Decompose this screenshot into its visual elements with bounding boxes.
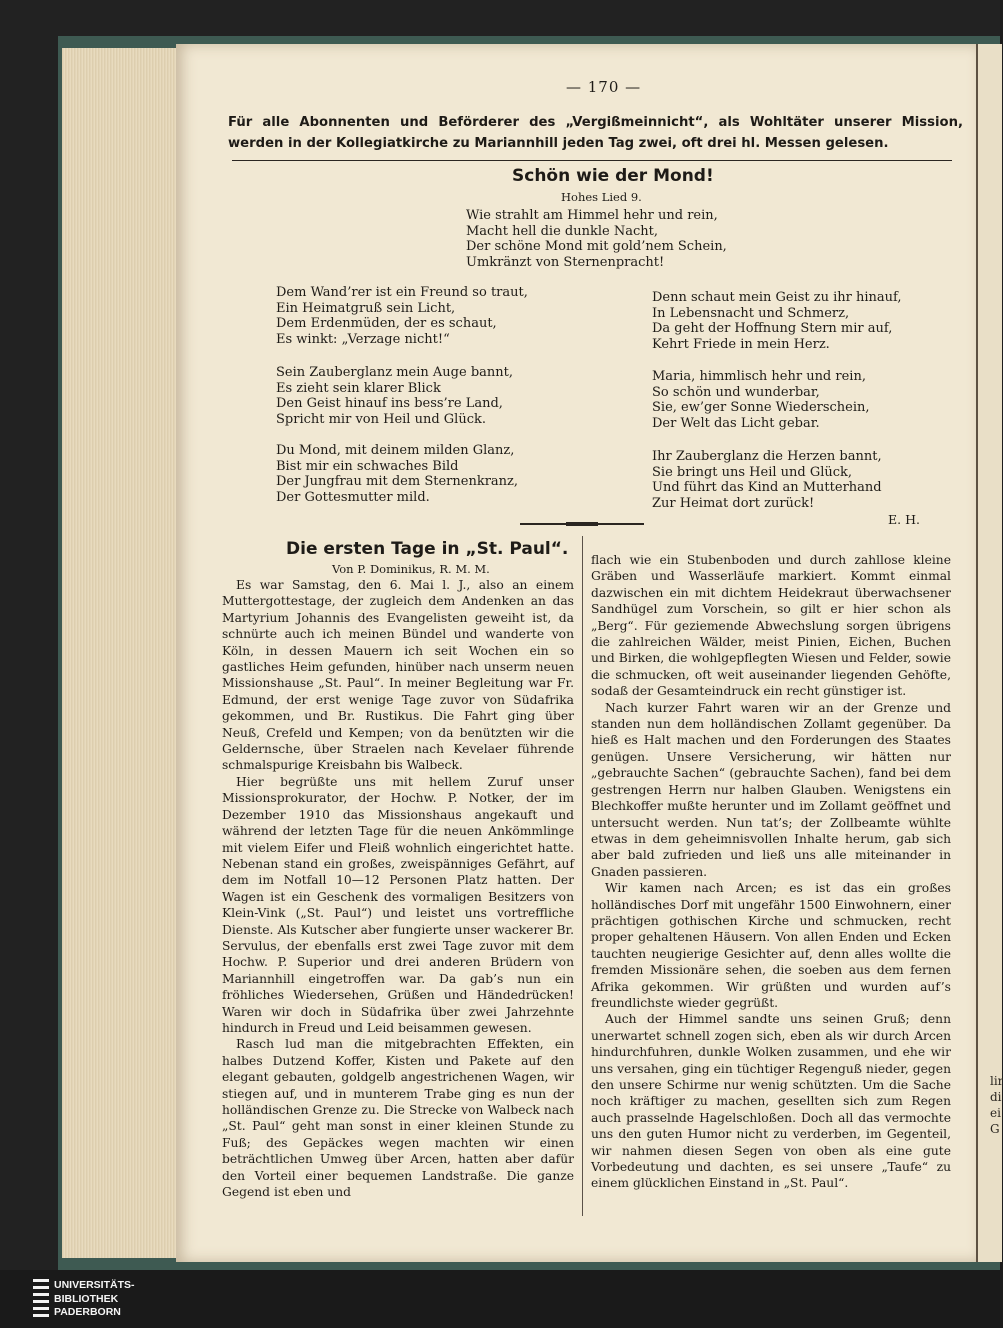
poem-line: Du Mond, mit deinem milden Glanz, (276, 443, 515, 458)
poem-line: So schön und wunderbar, (652, 384, 820, 400)
announcement-rule (232, 160, 952, 161)
poem-line: Ihr Zauberglanz die Herzen bannt, (652, 449, 882, 464)
poem-line: Ein Heimatgruß sein Licht, (276, 300, 456, 316)
next-page-fragment: lir (990, 1074, 1003, 1088)
article-paragraph: Wir kamen nach Arcen; es ist das ein großes holländisches Dorf mit ungefähr 1500 Einwohnern, einer prächtigen gothischen Kirche und schmucken, recht proper gehaltenen Häusern. Von allen Enden und Ecken tauchten neugierige Gesichter auf, denn alles wollte die fremden Missionäre sehen, die soeben aus dem fernen Afrika gekommen. Wir grüßten und wurden auf’s freundlichste wieder gegrüßt. (591, 881, 951, 1010)
poem-line: Da geht der Hoffnung Stern mir auf, (652, 321, 893, 337)
column-divider (582, 536, 583, 1216)
article-column-left (222, 577, 574, 1200)
next-page-fragment: G (990, 1122, 1000, 1136)
poem-stanza (652, 449, 882, 512)
page-edges (62, 48, 181, 1258)
article-paragraph: Rasch lud man die mitgebrachten Effekten, ein halbes Dutzend Koffer, Kisten und Pakete auf den elegant gebauten, goldgelb angestrichenen Wagen, wir stiegen auf, und in munterem Trabe ging es nun der holländischen Grenze zu. Die Strecke von Walbeck nach „St. Paul“ geht man sonst in einer kleinen Stunde zu Fuß; des Gepäckes wegen machten wir einen beträchtlichen Umweg über Arcen, hatten aber dafür den Vorteil einer bequemen Landstraße. Die ganze Gegend ist eben und (222, 1037, 574, 1200)
next-page-fragment: ei (990, 1106, 1001, 1120)
poem-line: Spricht mir von Heil und Glück. (276, 412, 486, 428)
poem-line: Der Jungfrau mit dem Sternenkranz, (276, 474, 519, 490)
poem-stanza (466, 208, 727, 271)
poem-stanza (276, 285, 528, 348)
library-name-line: UNIVERSITÄTS- (54, 1279, 135, 1291)
article-column-right (591, 552, 951, 1192)
book-page (176, 44, 976, 1262)
library-name (54, 1279, 135, 1320)
article-paragraph: flach wie ein Stubenboden und durch zahllose kleine Gräben und Wasserläufe markiert. Kommt einmal dazwischen ein mit dichtem Heidekraut überwachsener Sandhügel zum Vorschein, so gilt er hier schon als „Berg“. Für geziemende Abwechslung sorgen übrigens die zahlreichen Wälder, meist Pinien, Eichen, Buchen und Birken, die wohlgepflegten Wiesen und Felder, sowie die schmucken, oft weit auseinander liegenden Gehöfte, sodaß der Gesamteindruck ein recht günstiger ist. (591, 553, 951, 699)
poem-stanza (276, 365, 513, 428)
article-paragraph: Hier begrüßte uns mit hellem Zuruf unser Missionsprokurator, der Hochw. P. Notker, der im Dezember 1910 das Missionshaus angekauft und während der letzten Tage für die neuen Ankömmlinge mit vielem Eifer und Fleiß wohnlich eingerichtet hatte. Nebenan stand ein großes, zweispänniges Gefährt, auf dem im Notfall 10—12 Personen Platz hatten. Der Wagen ist ein Geschenk des vormaligen Besitzers von Klein-Vink („St. Paul“) und leistet uns vortreffliche Dienste. Als Kutscher aber fungierte unser wackerer Br. Servulus, der ebenfalls erst zwei Tage zuvor mit dem Hochw. P. Superior und drei anderen Brüdern von Mariannhill eingetroffen war. Da gab’s nun ein fröhliches Wiedersehen, Grüßen und Händedrücken! Waren wir doch in Südafrika über zwei Jahrzehnte hindurch in Freud und Leid beisammen gewesen. (222, 774, 574, 1035)
library-logo-icon (33, 1279, 49, 1321)
poem-line: Der Gottesmutter mild. (276, 490, 430, 506)
poem-line: Der schöne Mond mit gold’nem Schein, (466, 239, 727, 255)
article-paragraph: Es war Samstag, den 6. Mai l. J., also an einem Muttergottestage, der zugleich dem Andenken an das Martyrium Johannis des Evangelisten geweiht ist, da schnürte auch ich meinen Bündel und wanderte von Köln, in dessen Mauern ich seit Wochen ein so gastliches Heim gefunden, hinüber nach unserm neuen Missionshause „St. Paul“. In meiner Begleitung war Fr. Edmund, der erst wenige Tage zuvor von Südafrika gekommen, und Br. Rustikus. Die Fahrt ging über Neuß, Crefeld und Kempen; von da benützten wir die Geldernsche, über Straelen nach Kevelaer führende schmalspurige Kreisbahn bis Walbeck. (222, 578, 574, 773)
poem-line: Dem Wand’rer ist ein Freund so traut, (276, 285, 528, 300)
article-paragraph: Nach kurzer Fahrt waren wir an der Grenze und standen nun dem holländischen Zollamt gegenüber. Da hieß es Halt machen und den Forderungen des Staates genügen. Unsere Versicherung, wir hätten nur „gebrauchte Sachen“ (gebrauchte Sachen), fand bei dem gestrengen Herrn nur halben Glauben. Wenigstens ein Blechkoffer mußte herunter und im Zollamt geöffnet und untersucht werden. Nun tat’s; der Zollbeamte wühlte etwas in dem geheimnisvollen Inhalte herum, gab sich aber bald zufrieden und ließ uns alle miteinander in Gnaden passieren. (591, 700, 951, 879)
poem-line: Der Welt das Licht gebar. (652, 416, 820, 432)
poem-line: Wie strahlt am Himmel hehr und rein, (466, 208, 718, 223)
next-page-fragment: di (990, 1090, 1002, 1104)
poem-line: Dem Erdenmüden, der es schaut, (276, 316, 497, 332)
poem-line: Maria, himmlisch hehr und rein, (652, 369, 866, 384)
poem-line: Sie, ew’ger Sonne Wiederschein, (652, 400, 870, 416)
poem-line: In Lebensnacht und Schmerz, (652, 305, 850, 321)
poem-line: Macht hell die dunkle Nacht, (466, 223, 658, 239)
poem-line: Sie bringt uns Heil und Glück, (652, 464, 853, 480)
poem-line: Es zieht sein klarer Blick (276, 380, 441, 396)
poem-stanza (276, 443, 518, 506)
poem-line: Es winkt: „Verzage nicht!“ (276, 332, 450, 348)
poem-line: Und führt das Kind an Mutterhand (652, 480, 882, 496)
next-page-edge (976, 44, 1002, 1262)
library-footer (0, 1270, 1000, 1328)
poem-line: Kehrt Friede in mein Herz. (652, 337, 830, 353)
section-divider (520, 523, 644, 525)
poem-line: Denn schaut mein Geist zu ihr hinauf, (652, 290, 902, 305)
poem-stanza (652, 290, 901, 353)
poem-line: Umkränzt von Sternenpracht! (466, 255, 665, 271)
article-author: Von P. Dominikus, R. M. M. (332, 562, 490, 576)
poem-initials: E. H. (888, 512, 920, 527)
article-title: Die ersten Tage in „St. Paul“. (286, 539, 569, 559)
poem-stanza (652, 369, 870, 432)
poem-title: Schön wie der Mond! (512, 166, 714, 186)
announcement-text: Für alle Abonnenten und Beförderer des „Vergißmeinnicht“, als Wohltäter unserer Mission, werden in der Kollegiatkirche zu Mariannhill jeden Tag zwei, oft drei hl. Messen gelesen. (228, 115, 963, 151)
page-number: — 170 — (566, 78, 642, 96)
poem-line: Sein Zauberglanz mein Auge bannt, (276, 365, 513, 380)
poem-line: Bist mir ein schwaches Bild (276, 458, 459, 474)
poem-line: Zur Heimat dort zurück! (652, 496, 815, 512)
article-paragraph: Auch der Himmel sandte uns seinen Gruß; denn unerwartet schnell zogen sich, eben als wir durch Arcen hindurchfuhren, dunkle Wolken zusammen, und ehe wir uns versahen, ging ein tüchtiger Regenguß nieder, gegen den unsere Schirme nur wenig schützten. Um die Sache noch kräftiger zu machen, gesellten sich zum Regen auch prasselnde Hagelschloßen. Doch all das vermochte uns den guten Humor nicht zu verderben, im Gegenteil, wir nahmen diesen Segen von oben als eine gute Vorbedeutung und dachten, es sei unsere „Taufe“ zu einem glücklichen Einstand in „St. Paul“. (591, 1012, 951, 1191)
library-name-line: BIBLIOTHEK (54, 1292, 119, 1305)
library-name-line: PADERBORN (54, 1306, 121, 1318)
poem-line: Den Geist hinauf ins bess’re Land, (276, 396, 503, 412)
poem-source: Hohes Lied 9. (561, 190, 642, 204)
